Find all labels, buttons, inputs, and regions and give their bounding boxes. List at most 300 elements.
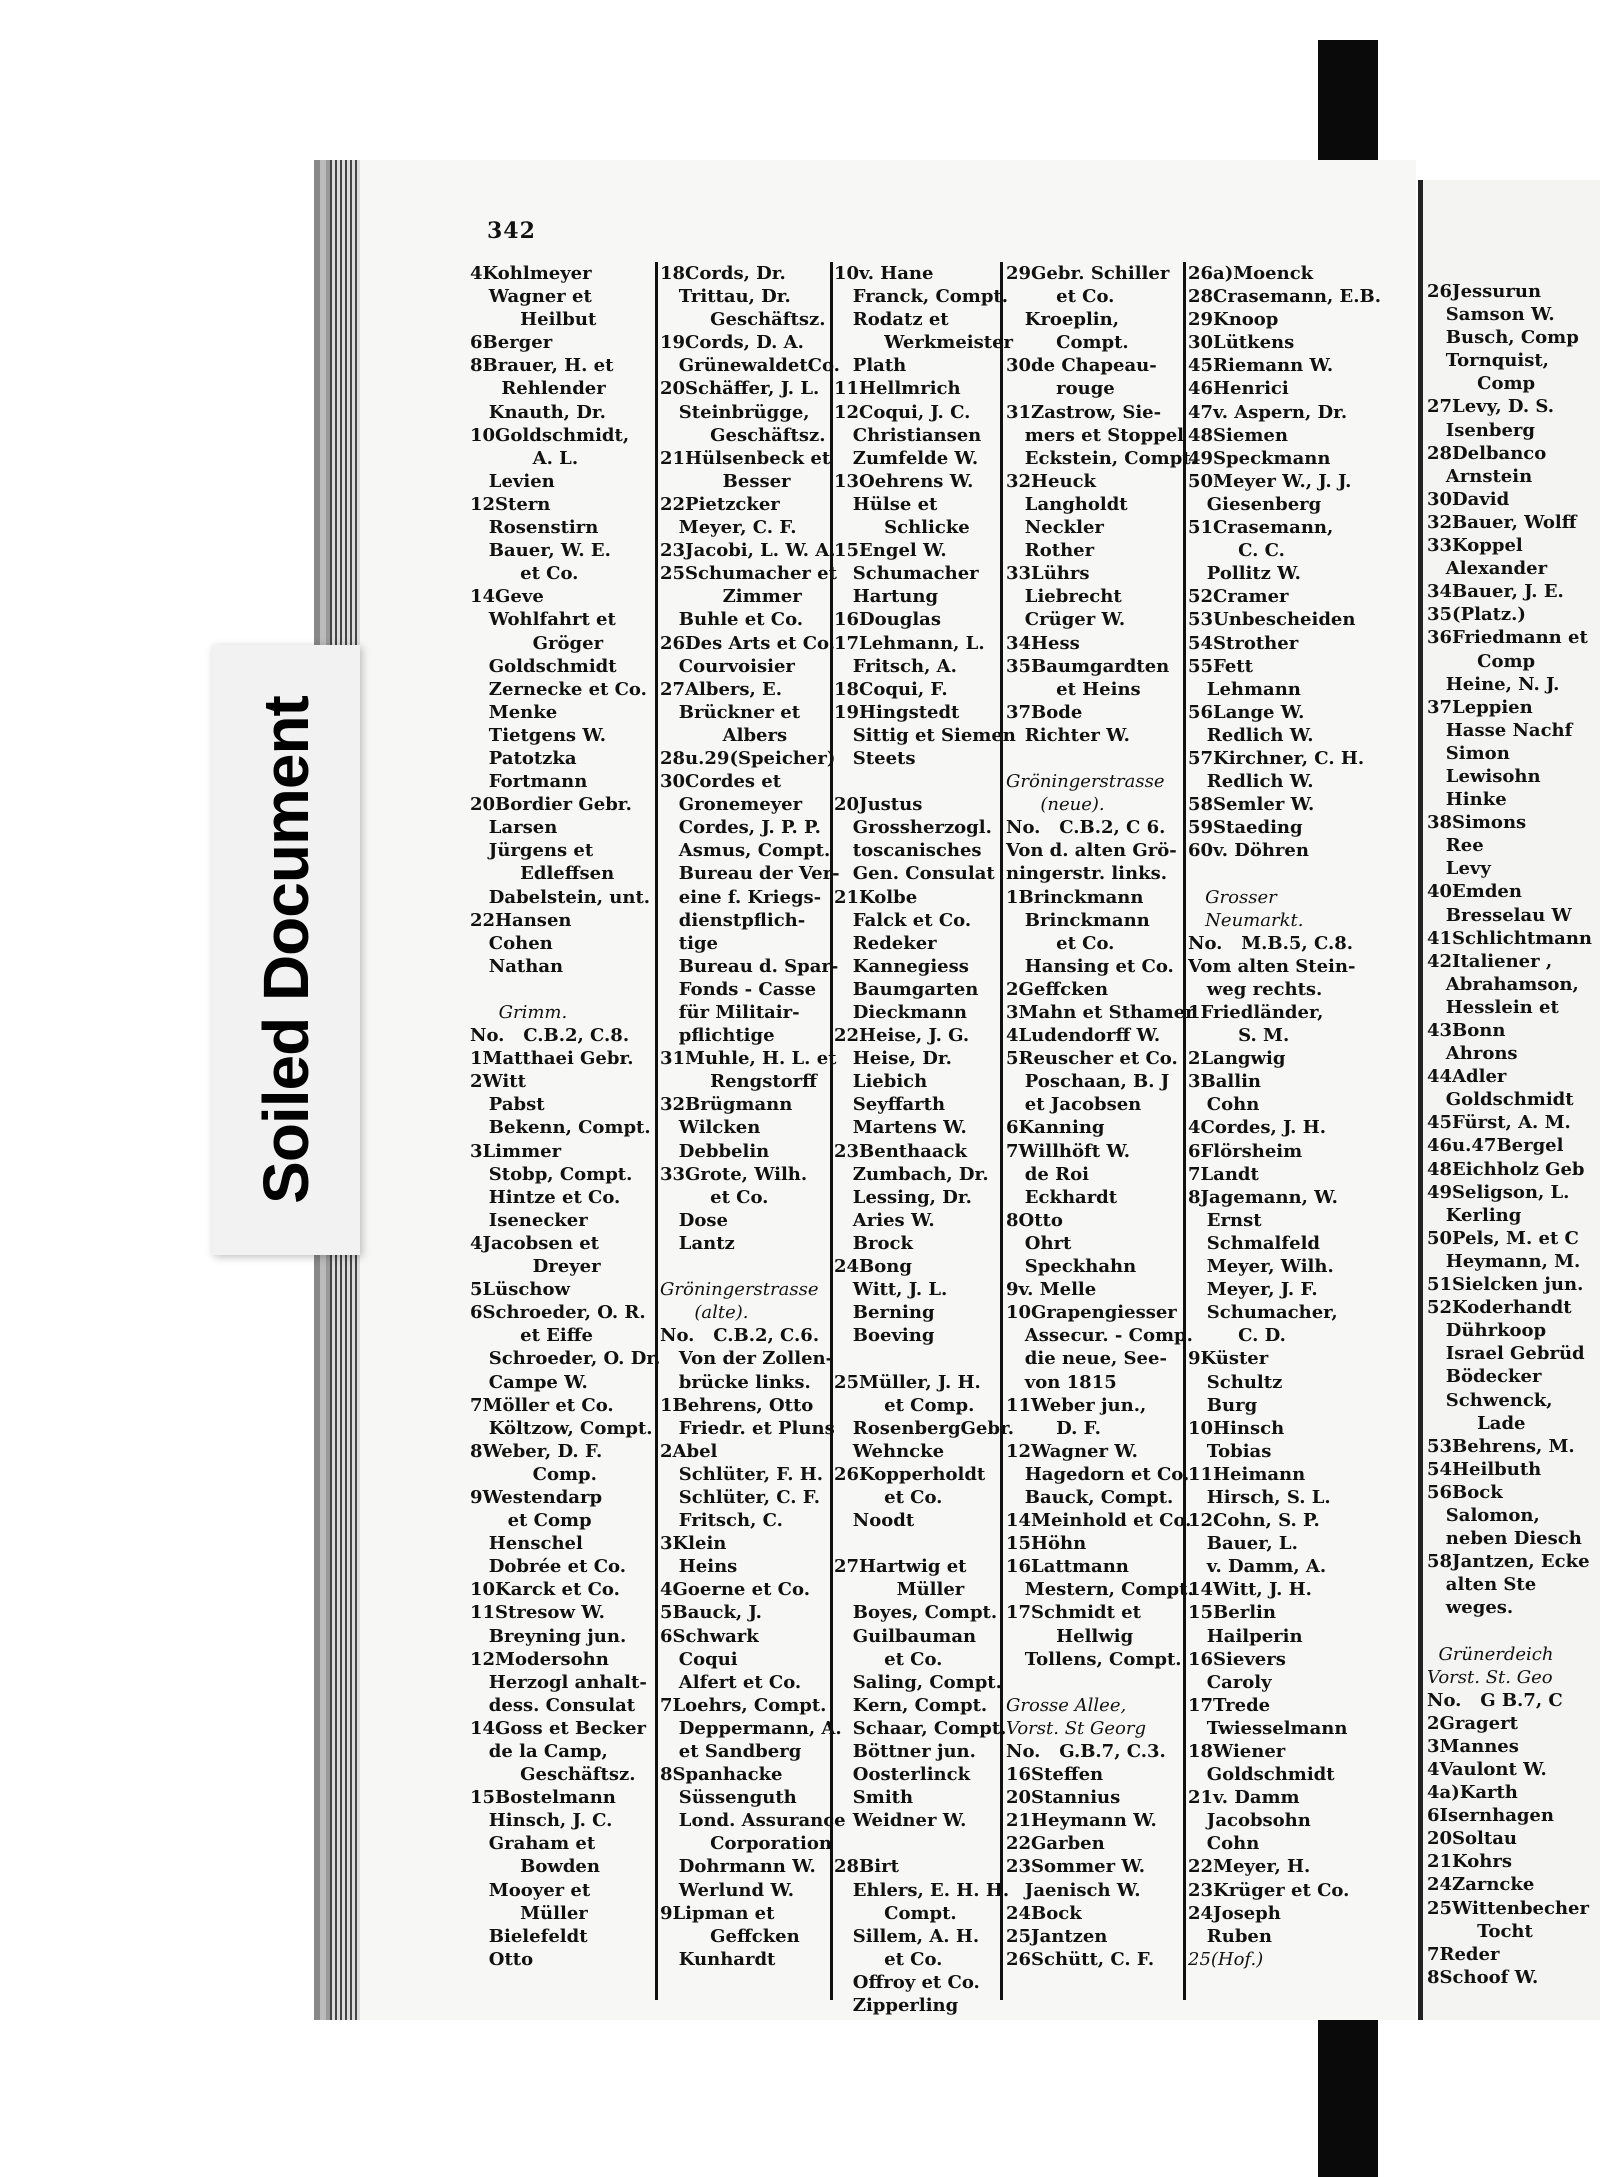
directory-line: Hinke [1427,789,1507,811]
directory-line [1006,1671,1197,1694]
directory-line: 22Hansen [470,909,572,931]
directory-line: Debbelin [660,1140,770,1162]
directory-line: 18Coqui, F. [834,678,948,700]
directory-line: 14Geve [470,586,544,608]
directory-line [1427,1619,1592,1642]
directory-line: 8Weber, D. F. [470,1440,603,1462]
directory-line: 26Schütt, C. F. [1006,1948,1155,1970]
directory-line: Kroeplin, [1006,309,1120,331]
directory-line: Goldschmidt [1427,1089,1574,1111]
directory-line: Lond. Assurance [660,1810,846,1832]
directory-line: Geffcken [660,1925,800,1947]
directory-line: 29Gebr. Schiller [1006,263,1170,284]
directory-line: Schroeder, O. Dr. [470,1348,661,1370]
directory-line: 24Bong [834,1256,912,1278]
directory-line: Heilbut [470,309,597,331]
directory-line: et Co. [1006,286,1115,308]
directory-line [1188,862,1381,885]
directory-line: Buhle et Co. [660,609,804,631]
directory-line: Abrahamson, [1427,973,1579,995]
directory-line: No. G B.7, C [1427,1689,1563,1711]
directory-line [834,1532,1016,1555]
directory-line: Meyer, J. F. [1188,1279,1318,1301]
directory-line: Hinsch, J. C. [470,1810,613,1832]
directory-line: 23Benthaack [834,1140,967,1162]
directory-line: Gen. Consulat [834,863,995,885]
directory-line: 33Grote, Wilh. [660,1163,808,1185]
directory-line: Bekenn, Compt. [470,1117,651,1139]
directory-line: Giesenberg [1188,493,1322,515]
directory-line: No. M.B.5, C.8. [1188,932,1354,954]
directory-line: 15Engel W. [834,540,947,562]
directory-line: Boeving [834,1325,935,1347]
directory-line: Rodatz et [834,309,949,331]
right-page [1418,180,1600,2020]
directory-line: 21Hülsenbeck et [660,447,831,469]
directory-line: 43Bonn [1427,1020,1506,1041]
directory-line: Seyffarth [834,1094,946,1116]
directory-line: Müller [834,1579,965,1601]
directory-line: Heine, N. J. [1427,673,1560,695]
directory-line: 24Joseph [1188,1902,1281,1924]
directory-line: 26Jessurun [1427,281,1542,302]
directory-line: 36Friedmann et [1427,627,1588,649]
directory-line: RosenbergGebr. [834,1417,1015,1439]
directory-line [1006,747,1197,770]
directory-line: Falck et Co. [834,909,972,931]
directory-line: No. C.B.2, C.8. [470,1025,630,1047]
directory-line: et Co. [660,1186,769,1208]
directory-line: 4Goerne et Co. [660,1579,810,1601]
directory-line: 25Müller, J. H. [834,1371,981,1393]
directory-line: Witt, J. L. [834,1279,948,1301]
directory-line: Plath [834,355,907,377]
directory-line: Lewisohn [1427,765,1541,787]
directory-line: brücke links. [660,1371,811,1393]
directory-line: 49Seligson, L. [1427,1181,1570,1203]
directory-line: et Comp. [834,1394,975,1416]
directory-line: (alte). [660,1302,749,1324]
directory-line: Tietgens W. [470,724,607,746]
directory-line: von 1815 [1006,1371,1117,1393]
directory-line: Berning [834,1302,935,1324]
directory-line: Cohen [470,932,553,954]
directory-line: 30David [1427,488,1510,510]
directory-line: Mooyer et [470,1879,591,1901]
directory-line: Zipperling [834,1995,959,2017]
directory-line: 2Abel [660,1440,718,1462]
directory-line: Pabst [470,1094,545,1116]
directory-line: Stobp, Compt. [470,1163,633,1185]
directory-line: Lantz [660,1232,735,1254]
directory-line: 18Wiener [1188,1741,1286,1762]
directory-line: 2Gragert [1427,1712,1518,1734]
directory-line: 9Küster [1188,1348,1269,1370]
directory-line: Guilbauman [834,1625,977,1647]
page-number: 342 [487,218,536,244]
directory-line: 8Schoof W. [1427,1966,1539,1988]
directory-line: Lessing, Dr. [834,1186,972,1208]
directory-line: 44Adler [1427,1066,1507,1088]
directory-line: 6Flörsheim [1188,1140,1303,1162]
directory-line: Alfert et Co. [660,1671,802,1693]
directory-line: Breyning jun. [470,1625,627,1647]
directory-line: Költzow, Compt. [470,1417,653,1439]
directory-line: 4a)Karth [1427,1782,1518,1804]
directory-line: Simon [1427,742,1510,764]
directory-line: 32Heuck [1006,470,1097,492]
directory-line: 40Emden [1427,881,1522,903]
directory-line: Schlicke [834,517,970,539]
directory-line: Ernst [1188,1209,1262,1231]
directory-line: Levy [1427,858,1491,880]
directory-line: 2Langwig [1188,1048,1286,1070]
directory-line: Bowden [470,1856,600,1878]
directory-line: dienstpflich- [660,909,806,931]
directory-line: Cordes, J. P. P. [660,817,821,839]
column-6 [1427,280,1592,1989]
directory-line: 50Pels, M. et C [1427,1227,1579,1249]
directory-line: Dührkoop [1427,1320,1547,1342]
directory-line: Friedr. et Pluns [660,1417,835,1439]
directory-line: 59Staeding [1188,817,1303,839]
directory-line: alten Ste [1427,1574,1537,1596]
directory-line: 33Koppel [1427,535,1523,557]
directory-line: 21Kolbe [834,886,918,908]
directory-line: Kern, Compt. [834,1694,988,1716]
directory-line: Trittau, Dr. [660,286,791,308]
directory-line: Lade [1427,1412,1526,1434]
directory-line: Franck, Compt. [834,286,1009,308]
directory-line: Henschel [470,1533,583,1555]
directory-line: 3Ballin [1188,1071,1262,1093]
directory-line: Ohrt [1006,1232,1072,1254]
directory-line: Wehncke [834,1440,945,1462]
directory-line: 20Justus [834,794,923,816]
directory-line: Burg [1188,1394,1258,1416]
directory-line: 58Jantzen, Ecke [1427,1551,1590,1573]
directory-line: Fritsch, A. [834,655,957,677]
directory-line: S. M. [1188,1025,1290,1047]
directory-line: 7Möller et Co. [470,1394,614,1416]
directory-line: Otto [470,1948,534,1970]
directory-line: 15Bostelmann [470,1787,616,1809]
directory-line: 11Heimann [1188,1463,1306,1485]
directory-line: Grosse Allee, [1006,1694,1127,1716]
directory-line: 50Meyer W., J. J. [1188,470,1352,492]
directory-line: für Militair- [660,1002,800,1023]
directory-line: 27Albers, E. [660,678,783,700]
directory-line: v. Damm, A. [1188,1556,1327,1578]
directory-line: 18Cords, Dr. [660,263,786,284]
directory-line: Goldschmidt [1188,1764,1335,1786]
directory-line: Hagedorn et Co. [1006,1463,1190,1485]
directory-line: Schultz [1188,1371,1283,1393]
directory-line: Schmalfeld [1188,1232,1321,1254]
directory-line: Grossherzogl. [834,817,992,839]
directory-line: Hartung [834,586,939,608]
directory-line: 35(Platz.) [1427,604,1526,626]
directory-line: 22Heise, J. G. [834,1025,970,1047]
directory-line: 32Brügmann [660,1094,793,1116]
directory-line: 30Cordes et [660,771,782,793]
directory-line: Dobrée et Co. [470,1556,626,1578]
directory-line: Christiansen [834,424,982,446]
directory-line: 6Kanning [1006,1117,1105,1139]
directory-line: 12Coqui, J. C. [834,401,971,423]
directory-line: 6Schroeder, O. R. [470,1302,646,1324]
directory-line: 17Lehmann, L. [834,632,985,654]
directory-line: Samson W. [1427,304,1555,326]
directory-line: Salomon, [1427,1504,1540,1526]
directory-line: et Co. [834,1648,943,1670]
directory-line: 10Goldschmidt, [470,424,630,446]
directory-line: 10Grapengiesser [1006,1302,1177,1324]
directory-line: Langholdt [1006,493,1128,515]
directory-line: Ree [1427,835,1484,857]
directory-line: Rosenstirn [470,517,599,539]
directory-line: Menke [470,701,558,723]
directory-line: 5Bauck, J. [660,1602,762,1624]
directory-line: Comp [1427,650,1536,672]
directory-line: 6Berger [470,332,553,354]
directory-line: 17Schmidt et [1006,1602,1141,1624]
directory-line: et Co. [470,563,579,585]
directory-line: weges. [1427,1597,1514,1619]
directory-line: Tocht [1427,1920,1533,1942]
directory-line: 12Wagner W. [1006,1440,1138,1462]
directory-line: 49Speckmann [1188,447,1331,469]
directory-line: 15Höhn [1006,1533,1087,1555]
directory-line: Cohn [1188,1094,1260,1116]
directory-line: Saling, Compt. [834,1671,1002,1693]
directory-line: 8Otto [1006,1209,1063,1231]
directory-line: 45Fürst, A. M. [1427,1112,1571,1134]
directory-line: 48Eichholz Geb [1427,1158,1585,1180]
directory-line: Steinbrügge, [660,401,810,423]
directory-line: 8Spanhacke [660,1764,783,1786]
directory-line: 28Birt [834,1856,899,1878]
directory-line: Neckler [1006,517,1104,539]
directory-line: Gröningerstrasse [1006,771,1165,793]
directory-line: Tornquist, [1427,350,1549,372]
directory-line: eine f. Kriegs- [660,886,822,908]
directory-line: Fritsch, C. [660,1510,783,1532]
directory-line: et Co. [1006,932,1115,954]
directory-line: Brock [834,1232,913,1254]
directory-line: 24Zarncke [1427,1874,1535,1896]
directory-line: et Sandberg [660,1741,802,1762]
directory-line: de Roi [1006,1163,1089,1185]
directory-line: Wagner et [470,286,592,308]
directory-line: Hasse Nachf [1427,719,1573,741]
directory-line: 4Cordes, J. H. [1188,1117,1326,1139]
directory-line: Neumarkt. [1188,909,1304,931]
directory-line: Brinckmann [1006,909,1150,931]
directory-line: C. C. [1188,540,1285,562]
directory-line: 7Reder [1427,1943,1500,1965]
directory-line: Twiesselmann [1188,1717,1348,1739]
directory-line: 25Jantzen [1006,1925,1108,1947]
directory-line: Vorst. St Georg [1006,1717,1146,1739]
directory-line: Sittig et Siemen [834,724,1016,746]
directory-line: 8Jagemann, W. [1188,1186,1338,1208]
directory-line: et Comp [470,1510,592,1532]
directory-line: Grünerdeich [1427,1643,1554,1665]
directory-line: Richter W. [1006,724,1130,746]
directory-line: Gronemeyer [660,794,803,816]
directory-line: D. F. [1006,1417,1101,1439]
directory-line: 13Oehrens W. [834,470,974,492]
directory-line: Geschäftsz. [660,309,826,331]
directory-line: Besser [660,470,791,492]
directory-line: Steets [834,747,916,769]
directory-line: Nathan [470,955,564,977]
directory-line: Von d. alten Grö- [1006,840,1177,862]
directory-line: Rengstorff [660,1071,817,1093]
directory-line: 25Wittenbecher [1427,1897,1589,1919]
directory-line: Cohn [1188,1833,1260,1855]
directory-line: 31Muhle, H. L. et [660,1048,837,1070]
directory-line: Bauck, Compt. [1006,1486,1174,1508]
directory-line: Hirsch, S. L. [1188,1486,1331,1508]
directory-line: Kunhardt [660,1948,776,1970]
directory-line: 51Crasemann, [1188,517,1334,539]
directory-line: Zimmer [660,586,802,608]
directory-line: Compt. [834,1902,957,1924]
directory-line: 7Willhöft W. [1006,1140,1131,1162]
directory-line: Graham et [470,1833,596,1855]
column-4 [1006,262,1197,1971]
directory-line: Albers [660,724,788,746]
directory-line: 7Loehrs, Compt. [660,1694,827,1716]
directory-line: Bauer, L. [1188,1533,1298,1555]
soiled-document-stamp [212,645,360,1255]
directory-line: Hellwig [1006,1625,1134,1647]
directory-line: 16Steffen [1006,1764,1104,1786]
directory-line: 11Weber jun., [1006,1394,1147,1416]
directory-line: Dose [660,1209,729,1231]
directory-line: 28Crasemann, E.B. [1188,286,1381,308]
directory-line: 21Heymann W. [1006,1810,1157,1832]
directory-line: 3Limmer [470,1140,562,1162]
directory-line: Dohrmann W. [660,1856,816,1878]
directory-line: 9Westendarp [470,1486,603,1508]
directory-line: 20Soltau [1427,1828,1517,1850]
directory-line: Süssenguth [660,1787,797,1809]
directory-line: Werkmeister [834,332,1014,354]
directory-line: 46Henrici [1188,378,1289,400]
directory-line: Bauer, W. E. [470,540,611,562]
directory-line: 32Bauer, Wolff [1427,511,1577,533]
directory-line: Kerling [1427,1204,1522,1226]
directory-line: Offroy et Co. [834,1971,980,1993]
directory-line: 22Pietzcker [660,493,780,515]
directory-line: Schaar, Compt. [834,1717,1007,1739]
directory-line: 54Heilbuth [1427,1458,1542,1480]
directory-line: de la Camp, [470,1741,608,1762]
directory-line: No. C.B.2, C 6. [1006,817,1166,839]
directory-line: ningerstr. links. [1006,863,1167,885]
directory-line: Arnstein [1427,465,1533,487]
directory-line: Caroly [1188,1671,1272,1693]
directory-line: 4Kohlmeyer [470,263,592,284]
directory-line: pflichtige [660,1025,775,1047]
directory-line: 6Schwark [660,1625,759,1647]
directory-line: Dieckmann [834,1002,968,1023]
directory-line: 60v. Döhren [1188,840,1309,862]
directory-line: 24Bock [1006,1902,1082,1924]
directory-line: et Co. [834,1948,943,1970]
directory-line: dess. Consulat [470,1694,636,1716]
directory-line: Asmus, Compt. [660,840,831,862]
directory-line: 1Behrens, Otto [660,1394,814,1416]
directory-line: weg rechts. [1188,978,1323,1000]
directory-line: Schlüter, C. F. [660,1486,821,1508]
directory-line: 23Sommer W. [1006,1856,1146,1878]
directory-line: 20Stannius [1006,1787,1121,1809]
directory-line: 10Hinsch [1188,1417,1285,1439]
directory-line: 35Baumgardten [1006,655,1170,677]
directory-line: 2Geffcken [1006,978,1109,1000]
directory-line: Eckhardt [1006,1186,1118,1208]
directory-line: Compt. [1006,332,1129,354]
directory-line: 23Jacobi, L. W. A. [660,540,836,562]
directory-line: Heymann, M. [1427,1250,1581,1272]
directory-line: 26Kopperholdt [834,1463,986,1485]
directory-line: 41Schlichtmann [1427,927,1593,949]
directory-line: Jürgens et [470,840,594,862]
directory-line: 30Lütkens [1188,332,1295,354]
directory-line: 25(Hof.) [1188,1948,1264,1970]
directory-line: 1Friedländer, [1188,1002,1324,1023]
directory-line [470,978,660,1001]
directory-line: 27Levy, D. S. [1427,396,1555,418]
column-5 [1188,262,1381,1971]
directory-line: Wilcken [660,1117,761,1139]
directory-line: Smith [834,1787,914,1809]
directory-line: Redlich W. [1188,724,1314,746]
directory-line: C. D. [1188,1325,1286,1347]
directory-line: Bielefeldt [470,1925,588,1947]
directory-line: Ehlers, E. H. H. [834,1879,1010,1901]
directory-line: Knauth, Dr. [470,401,606,423]
stamp-label: Soiled Document [250,696,322,1204]
directory-line: Weidner W. [834,1810,967,1832]
directory-line: 11Hellmrich [834,378,961,400]
directory-line: Tobias [1188,1440,1272,1462]
directory-line: 58Semler W. [1188,794,1315,816]
directory-line: 21v. Damm [1188,1787,1300,1809]
directory-line: Hailperin [1188,1625,1303,1647]
directory-line: 22Garben [1006,1833,1105,1855]
directory-line: Crüger W. [1006,609,1126,631]
directory-line: Assecur. - Comp. [1006,1325,1193,1347]
directory-line: mers et Stoppel [1006,424,1184,446]
directory-line: 16Douglas [834,609,941,631]
directory-line: Busch, Comp [1427,327,1579,349]
directory-line: Jacobsohn [1188,1810,1311,1832]
directory-line: Schwenck, [1427,1389,1553,1411]
directory-line: 14Witt, J. H. [1188,1579,1312,1601]
column-2 [660,262,846,1971]
directory-line: Redeker [834,932,937,954]
directory-line: Liebrecht [1006,586,1122,608]
directory-line: Ahrons [1427,1043,1518,1065]
directory-line: No. G.B.7, C.3. [1006,1741,1166,1762]
directory-line: 52Cramer [1188,586,1289,608]
directory-line: 34Hess [1006,632,1080,654]
